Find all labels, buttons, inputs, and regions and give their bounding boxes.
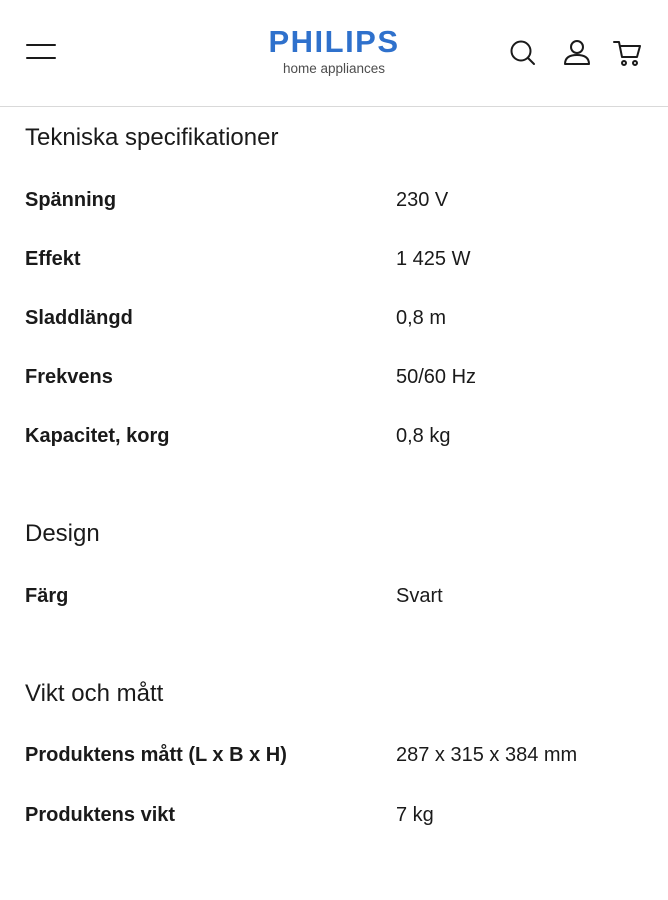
search-icon	[506, 36, 540, 70]
spec-value-weight: 7 kg	[396, 804, 434, 826]
spec-value-power: 1 425 W	[396, 248, 471, 270]
section-title-weight-dimensions: Vikt och mått	[25, 680, 164, 707]
site-header	[0, 0, 668, 107]
spec-label-cord-length: Sladdlängd	[25, 307, 133, 329]
spec-label-dimensions: Produktens mått (L x B x H)	[25, 744, 287, 766]
section-title-design: Design	[25, 520, 100, 547]
spec-value-basket-capacity: 0,8 kg	[396, 425, 451, 447]
menu-button[interactable]	[22, 38, 62, 68]
logo-subtext: home appliances	[282, 61, 386, 76]
spec-value-color: Svart	[396, 585, 443, 607]
spec-label-weight: Produktens vikt	[25, 804, 176, 826]
menu-icon-line-top	[26, 44, 56, 46]
spec-label-power: Effekt	[25, 248, 81, 270]
cart-button[interactable]	[612, 36, 646, 70]
spec-value-frequency: 50/60 Hz	[396, 366, 477, 388]
section-title-technical: Tekniska specifikationer	[25, 124, 279, 151]
spec-value-cord-length: 0,8 m	[396, 307, 447, 329]
user-icon	[560, 36, 594, 70]
spec-value-dimensions: 287 x 315 x 384 mm	[396, 744, 578, 766]
spec-label-frequency: Frekvens	[25, 366, 113, 388]
logo-wordmark: PHILIPS	[268, 24, 400, 59]
spec-label-basket-capacity: Kapacitet, korg	[25, 425, 170, 447]
spec-label-voltage: Spänning	[25, 189, 117, 211]
menu-icon-line-bottom	[26, 57, 56, 59]
philips-logo[interactable]	[234, 26, 434, 77]
search-button[interactable]	[506, 36, 540, 70]
cart-icon	[612, 36, 646, 70]
spec-value-voltage: 230 V	[396, 189, 449, 211]
account-button[interactable]	[560, 36, 594, 70]
spec-label-color: Färg	[25, 585, 69, 607]
